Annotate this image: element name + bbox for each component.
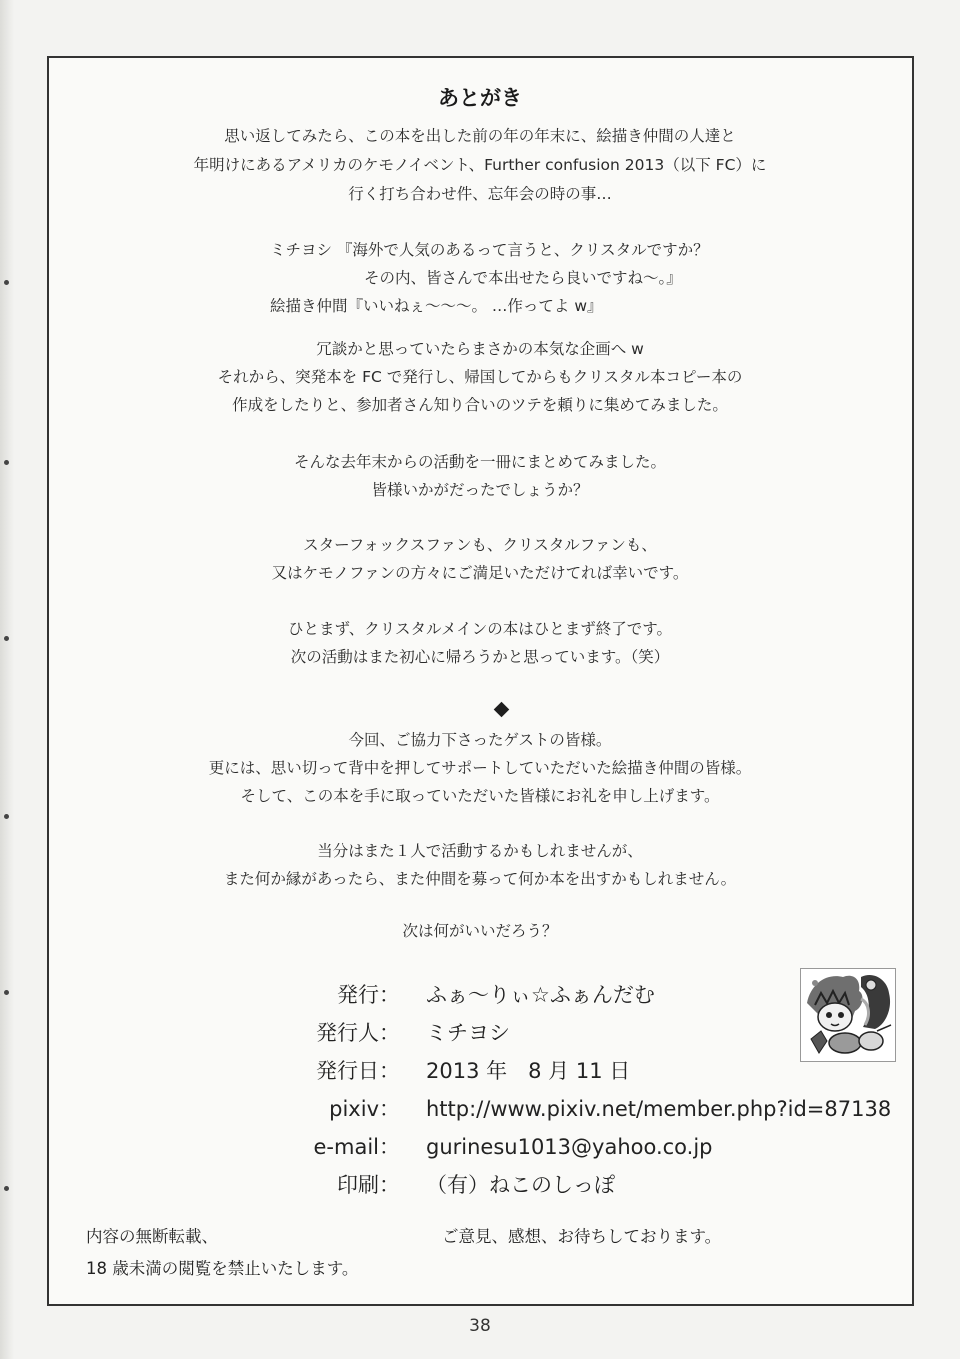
text-line: 思い返してみたら、この本を出した前の年の年末に、絵描き仲間の人達と [224,127,736,145]
colophon-value-date: 2013 年 8 月 11 日 [426,1059,631,1083]
text-line: 又はケモノファンの方々にご満足いただけてれば幸いです。 [271,564,689,582]
text-line: 次は何がいいだろう？ [402,922,558,940]
binding-mark [4,990,9,995]
colophon-value-issuer: ミチヨシ [426,1021,510,1045]
text-line: 当分はまた１人で活動するかもしれませんが、 [317,842,643,860]
text-line: ひとまず、クリスタルメインの本はひとまず終了です。 [288,620,672,638]
binding-mark [4,814,9,819]
copyright-notice-line1: 内容の無断転載、 [86,1227,218,1246]
colophon-value-printer: （有）ねこのしっぽ [426,1173,615,1197]
text-line: 冗談かと思っていたらまさかの本気な企画へ w [316,340,644,358]
text-line: 次の活動はまた初心に帰ろうかと思っています。（笑） [290,648,670,666]
colophon-label-email: e-mail： [313,1135,400,1159]
colophon-label-publisher: 発行： [337,983,400,1007]
dialog-line: ミチヨシ 『海外で人気のあるって言うと、クリスタルですか？ [270,241,709,259]
colophon-value-email: gurinesu1013@yahoo.co.jp [426,1135,713,1159]
feedback-text: ご意見、感想、お待ちしております。 [442,1227,722,1246]
binding-mark [4,1186,9,1191]
dialog-line: その内、皆さんで本出せたら良いですね～。』 [364,269,682,287]
colophon-label-date: 発行日： [316,1059,400,1083]
text-line: そして、この本を手に取っていただいた皆様にお礼を申し上げます。 [240,787,720,805]
character-illustration-icon [801,969,895,1061]
text-line: 年明けにあるアメリカのケモノイベント、Further confusion 2013（以下 FC）に [193,156,767,174]
text-line: それから、突発本を FC で発行し、帰国してからもクリスタル本コピー本の [217,368,743,386]
colophon-value-publisher: ふぁ～りぃ☆ふぁんだむ [426,983,655,1007]
page-number: 38 [469,1316,491,1336]
text-line: 行く打ち合わせ件、忘年会の時の事… [348,185,612,203]
dialog-line: 絵描き仲間『いいねぇ～～～。 …作ってよ w』 [270,297,603,315]
text-line: スターフォックスファンも、クリスタルファンも、 [303,536,657,554]
text-line: 作成をしたりと、参加者さん知り合いのツテを頼りに集めてみました。 [232,396,728,414]
text-line: また何か縁があったら、また仲間を募って何か本を出すかもしれません。 [223,870,737,888]
colophon-value-pixiv: http://www.pixiv.net/member.php?id=87138 [426,1097,892,1121]
colophon-label-pixiv: pixiv： [329,1097,400,1121]
character-illustration [800,968,896,1062]
colophon-label-issuer: 発行人： [316,1021,400,1045]
text-line: 更には、思い切って背中を押してサポートしていただいた絵描き仲間の皆様。 [208,759,752,777]
text-line: そんな去年末からの活動を一冊にまとめてみました。 [293,453,666,471]
copyright-notice-line2: 18 歳未満の閲覧を禁止いたします。 [86,1259,359,1278]
binding-mark [4,280,9,285]
afterword-title: あとがき [438,86,522,110]
text-line: 皆様いかがだったでしょうか？ [371,481,589,499]
colophon-label-printer: 印刷： [337,1173,400,1197]
text-line: 今回、ご協力下さったゲストの皆様。 [348,731,612,749]
